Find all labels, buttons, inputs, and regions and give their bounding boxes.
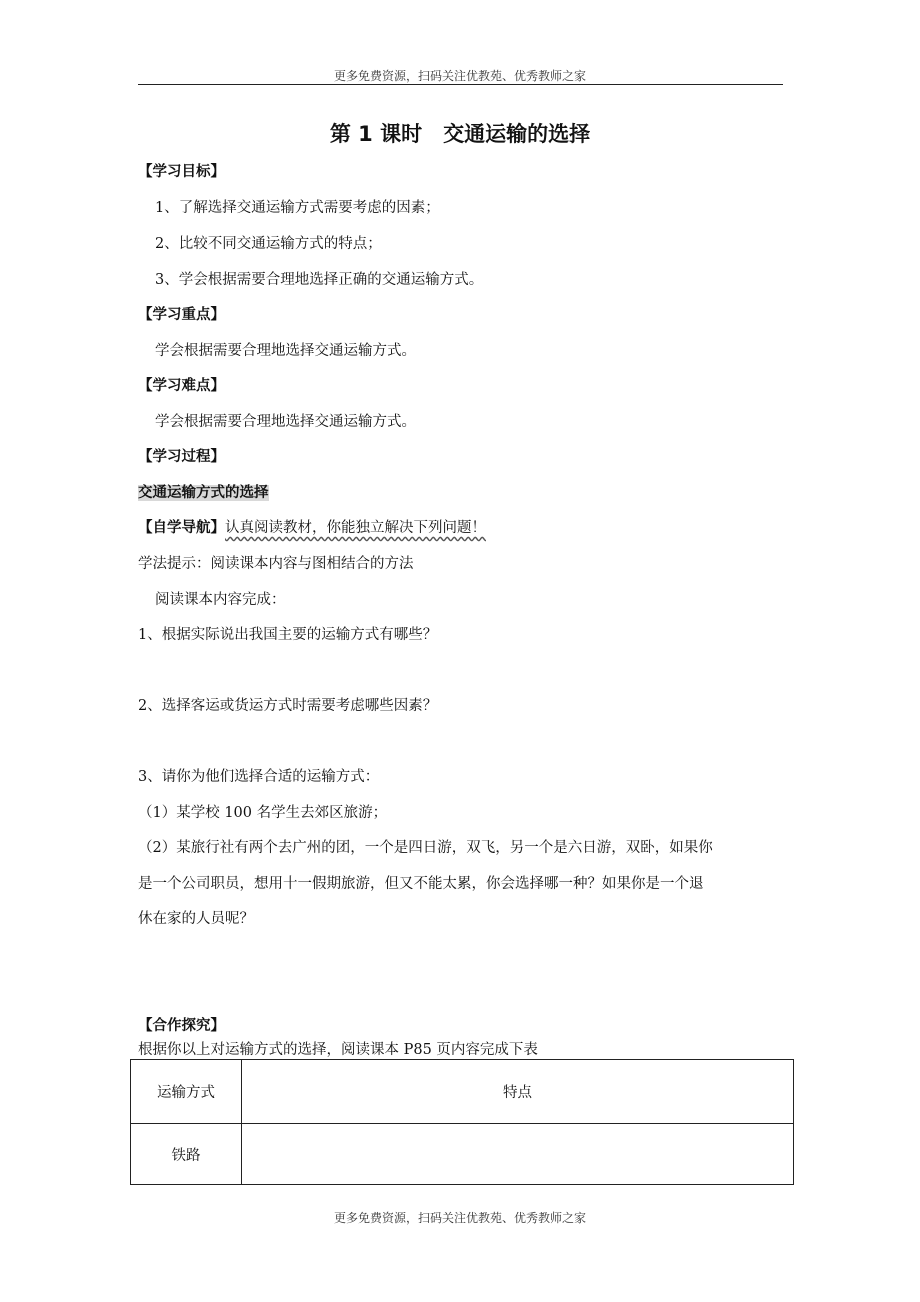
focus-heading: 【学习重点】 bbox=[138, 307, 225, 323]
goals-heading: 【学习目标】 bbox=[138, 164, 225, 180]
page-header: 更多免费资源，扫码关注优教苑、优秀教师之家 bbox=[333, 69, 586, 83]
question-3-1: （1）某学校 100 名学生去郊区旅游； bbox=[138, 805, 388, 821]
read-prompt: 阅读课本内容完成： bbox=[155, 592, 286, 608]
question-3-2-line1: （2）某旅行社有两个去广州的团，一个是四日游，双飞，另一个是六日游，双卧，如果你 bbox=[138, 840, 713, 856]
transport-table bbox=[130, 1059, 794, 1185]
table-cell bbox=[242, 1124, 794, 1185]
table-header-cell: 运输方式 bbox=[131, 1060, 242, 1124]
question-3: 3、请你为他们选择合适的运输方式： bbox=[138, 769, 380, 785]
page-title: 第 1 课时 交通运输的选择 bbox=[329, 122, 591, 146]
table-header-row bbox=[131, 1060, 794, 1124]
self-study-label: 【自学导航】 bbox=[138, 520, 225, 536]
question-3-2-line2: 是一个公司职员，想用十一假期旅游，但又不能太累，你会选择哪一种？如果你是一个退 bbox=[138, 876, 704, 892]
process-subheading-text: 交通运输方式的选择 bbox=[138, 485, 269, 501]
focus-text: 学会根据需要合理地选择交通运输方式。 bbox=[155, 343, 416, 359]
table-cell: 铁路 bbox=[131, 1124, 242, 1185]
self-study-line bbox=[138, 516, 486, 537]
difficulty-heading: 【学习难点】 bbox=[138, 378, 225, 394]
header-rule bbox=[138, 84, 783, 85]
goal-item: 3、学会根据需要合理地选择正确的交通运输方式。 bbox=[155, 272, 484, 288]
question-1: 1、根据实际说出我国主要的运输方式有哪些？ bbox=[138, 627, 438, 643]
method-hint: 学法提示：阅读课本内容与图相结合的方法 bbox=[138, 556, 414, 572]
question-3-2-line3: 休在家的人员呢？ bbox=[138, 911, 254, 927]
difficulty-text: 学会根据需要合理地选择交通运输方式。 bbox=[155, 414, 416, 430]
question-2: 2、选择客运或货运方式时需要考虑哪些因素？ bbox=[138, 698, 438, 714]
table-row bbox=[131, 1124, 794, 1185]
process-subheading bbox=[138, 481, 269, 502]
goal-item: 1、了解选择交通运输方式需要考虑的因素； bbox=[155, 200, 440, 216]
cooperation-intro: 根据你以上对运输方式的选择，阅读课本 P85 页内容完成下表 bbox=[138, 1042, 538, 1058]
cooperation-heading: 【合作探究】 bbox=[138, 1018, 225, 1034]
self-study-instruction: 认真阅读教材，你能独立解决下列问题！ bbox=[225, 520, 486, 536]
table-header-cell: 特点 bbox=[242, 1060, 794, 1124]
goal-item: 2、比较不同交通运输方式的特点； bbox=[155, 236, 382, 252]
page-footer: 更多免费资源，扫码关注优教苑、优秀教师之家 bbox=[333, 1211, 586, 1225]
process-heading: 【学习过程】 bbox=[138, 449, 225, 465]
